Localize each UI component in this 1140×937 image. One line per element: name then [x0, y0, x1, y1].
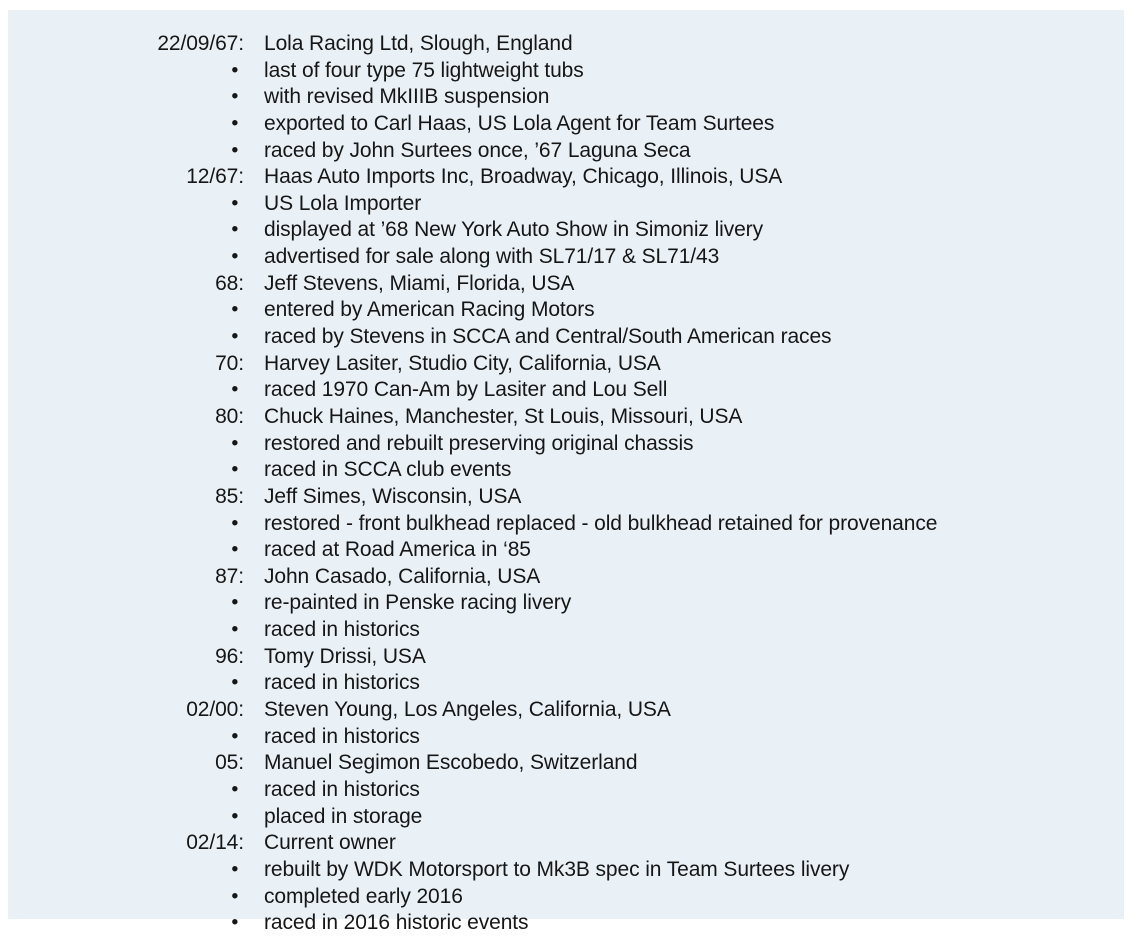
history-row	[8, 377, 1124, 404]
bullet-icon: •	[231, 858, 238, 881]
row-label	[8, 377, 244, 404]
row-text: advertised for sale along with SL71/17 & SL71/43	[264, 245, 720, 269]
history-row	[8, 830, 1124, 857]
row-label	[8, 777, 244, 804]
history-row	[8, 857, 1124, 884]
bullet-icon: •	[231, 885, 238, 907]
history-row	[8, 910, 1124, 937]
history-row	[8, 404, 1124, 431]
row-label	[8, 111, 244, 138]
history-row	[8, 670, 1124, 697]
bullet-icon: •	[231, 778, 238, 801]
bullet-icon: •	[231, 378, 238, 401]
history-row	[8, 191, 1124, 218]
row-text: raced in historics	[264, 724, 420, 748]
row-label	[8, 910, 244, 937]
history-row	[8, 564, 1124, 591]
row-label: 96:	[215, 644, 244, 668]
row-label	[8, 58, 244, 85]
history-row	[8, 724, 1124, 751]
history-row	[8, 58, 1124, 85]
row-text: Jeff Simes, Wisconsin, USA	[264, 484, 522, 508]
row-text: Jeff Stevens, Miami, Florida, USA	[264, 271, 575, 295]
row-text: Tomy Drissi, USA	[264, 644, 426, 668]
history-row	[8, 324, 1124, 351]
bullet-icon: •	[231, 325, 238, 348]
row-label	[8, 138, 244, 165]
row-label	[8, 511, 244, 538]
history-row	[8, 697, 1124, 724]
chassis-history-panel	[8, 10, 1124, 935]
history-row	[8, 164, 1124, 191]
bullet-icon: •	[231, 219, 238, 241]
row-text: re-painted in Penske racing livery	[264, 591, 572, 615]
row-label: 02/00:	[186, 698, 244, 722]
row-text: Steven Young, Los Angeles, California, USA	[264, 698, 671, 722]
bullet-icon: •	[231, 59, 238, 82]
row-text: John Casado, California, USA	[264, 564, 541, 588]
row-text: completed early 2016	[264, 884, 463, 908]
row-label	[8, 857, 244, 884]
row-text: exported to Carl Haas, US Lola Agent for Team Surtees	[264, 111, 775, 135]
row-label: 87:	[215, 564, 244, 588]
bullet-icon: •	[231, 618, 238, 641]
row-label	[8, 590, 244, 617]
row-label	[8, 537, 244, 564]
history-row	[8, 31, 1124, 58]
row-label	[8, 244, 244, 271]
row-label	[8, 297, 244, 324]
row-text: raced by John Surtees once, ’67 Laguna Seca	[264, 138, 691, 162]
history-row	[8, 590, 1124, 617]
row-text: with revised MkIIIB suspension	[264, 85, 550, 109]
bullet-icon: •	[231, 458, 238, 481]
bullet-icon: •	[231, 671, 238, 694]
history-row	[8, 537, 1124, 564]
bullet-icon: •	[231, 299, 238, 321]
row-label	[8, 884, 244, 911]
row-text: Lola Racing Ltd, Slough, England	[264, 32, 573, 55]
row-label	[8, 617, 244, 644]
row-text: raced at Road America in ‘85	[264, 538, 531, 562]
row-text: last of four type 75 lightweight tubs	[264, 58, 584, 82]
row-text: raced in historics	[264, 618, 420, 642]
row-label	[8, 324, 244, 351]
row-label	[8, 191, 244, 218]
row-label	[8, 217, 244, 244]
history-row	[8, 884, 1124, 911]
bullet-icon: •	[231, 85, 238, 108]
history-row	[8, 750, 1124, 777]
row-text: Haas Auto Imports Inc, Broadway, Chicago, Illinois, USA	[264, 165, 783, 189]
row-text: Harvey Lasiter, Studio City, California, USA	[264, 351, 661, 375]
history-row	[8, 511, 1124, 538]
row-text: rebuilt by WDK Motorsport to Mk3B spec in Team Surtees livery	[264, 857, 850, 881]
row-text: raced 1970 Can-Am by Lasiter and Lou Sell	[264, 378, 668, 402]
history-row	[8, 111, 1124, 138]
row-text: raced in historics	[264, 671, 420, 695]
row-label: 85:	[215, 484, 244, 508]
history-row	[8, 804, 1124, 831]
bullet-icon: •	[231, 725, 238, 748]
row-text: restored - front bulkhead replaced - old bulkhead retained for provenance	[264, 511, 938, 535]
row-label: 68:	[215, 271, 244, 295]
history-row	[8, 644, 1124, 671]
row-label	[8, 457, 244, 484]
bullet-icon: •	[231, 512, 238, 534]
history-row	[8, 484, 1124, 511]
bullet-icon: •	[231, 432, 238, 455]
history-row	[8, 457, 1124, 484]
row-text: Current owner	[264, 831, 396, 855]
bullet-icon: •	[231, 538, 238, 561]
history-row	[8, 244, 1124, 271]
row-label: 12/67:	[186, 165, 244, 189]
history-row	[8, 84, 1124, 111]
bullet-icon: •	[231, 112, 238, 135]
history-row	[8, 271, 1124, 298]
row-label	[8, 431, 244, 458]
row-label: 22/09/67:	[157, 32, 244, 55]
history-rows	[8, 10, 1124, 937]
bullet-icon: •	[231, 245, 238, 268]
history-row	[8, 351, 1124, 378]
row-label	[8, 84, 244, 111]
row-label: 02/14:	[186, 831, 244, 855]
history-row	[8, 217, 1124, 244]
row-text: entered by American Racing Motors	[264, 298, 595, 322]
row-label	[8, 804, 244, 831]
history-row	[8, 431, 1124, 458]
bullet-icon: •	[231, 592, 238, 614]
row-label: 05:	[215, 751, 244, 775]
row-label: 80:	[215, 404, 244, 428]
bullet-icon: •	[231, 805, 238, 828]
bullet-icon: •	[231, 911, 238, 934]
history-row	[8, 777, 1124, 804]
history-row	[8, 297, 1124, 324]
row-text: Manuel Segimon Escobedo, Switzerland	[264, 751, 638, 775]
row-text: placed in storage	[264, 804, 423, 828]
history-row	[8, 617, 1124, 644]
row-text: restored and rebuilt preserving original chassis	[264, 431, 694, 455]
row-text: raced in historics	[264, 777, 420, 801]
row-label	[8, 670, 244, 697]
row-label: 70:	[215, 351, 244, 375]
bullet-icon: •	[231, 139, 238, 162]
row-text: raced by Stevens in SCCA and Central/South American races	[264, 325, 832, 349]
row-text: raced in SCCA club events	[264, 458, 512, 482]
row-text: raced in 2016 historic events	[264, 911, 529, 935]
row-text: US Lola Importer	[264, 191, 422, 215]
history-row	[8, 138, 1124, 165]
row-label	[8, 724, 244, 751]
row-text: displayed at ’68 New York Auto Show in Simoniz livery	[264, 218, 763, 242]
row-text: Chuck Haines, Manchester, St Louis, Missouri, USA	[264, 404, 743, 428]
bullet-icon: •	[231, 192, 238, 215]
